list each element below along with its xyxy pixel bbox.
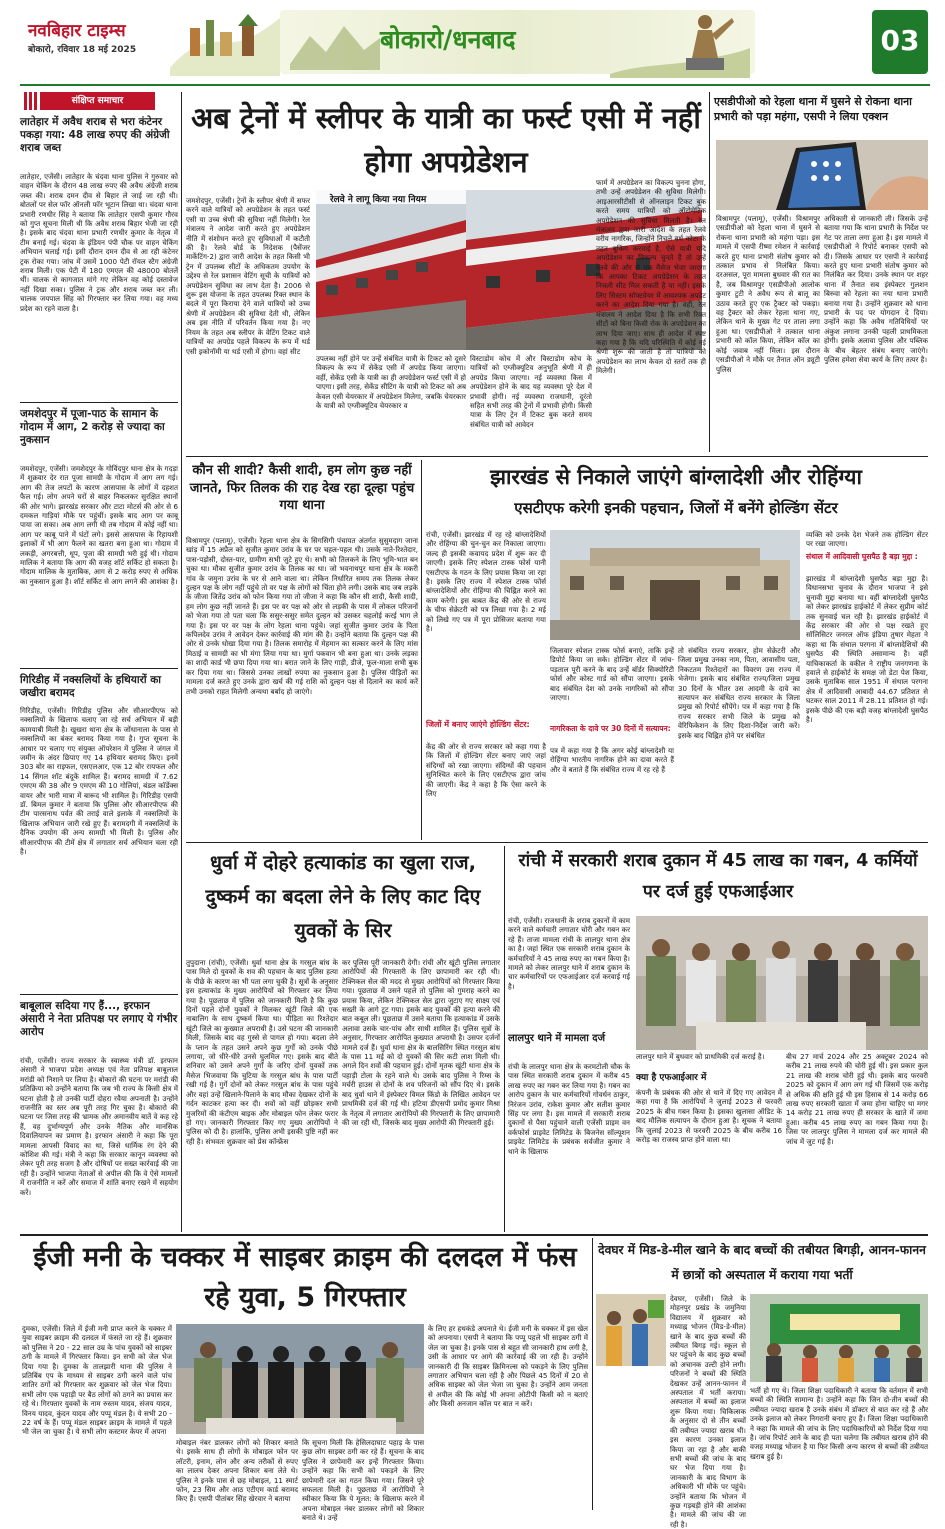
- phone-photo: [716, 140, 928, 210]
- sidebar-label-stripes: [24, 92, 38, 110]
- sidebar-divider: [20, 668, 178, 669]
- lead-headline: अब ट्रेनों में स्लीपर के यात्री का फर्स्ट एसी में नहीं होगा अपग्रेडेशन: [191, 101, 701, 179]
- masthead-rule: [20, 84, 930, 86]
- bangladesh-headline: झारखंड से निकाले जाएंगे बांग्लादेशी और रोहिंग्या: [490, 465, 862, 489]
- bangladesh-body-col2b: पत्र में कहा गया है कि अगर कोई बांग्लादेशी या रोहिंग्या भारतीय नागरिक होने का दावा करते हैं और वे बताते हैं कि संबंधित राज्य में रह रहे हैं: [550, 746, 674, 774]
- liquor-body-col1: रांची, एजेंसी। राजधानी के शराब दुकानों में काम करने वाले कर्मचारी लगातार चोरी और गबन कर रहे हैं। ताजा मामला रांची के लालपुर थाना क्षेत्र का है। जहां स्थित एक सरकारी शराब दुकान के कर्मचारियों ने 45 लाख रुपए का गबन किया है। मामले को लेकर लालपुर थाने में शराब दुकान के चार कर्मचारियों पर एफआईआर दर्ज करवाई गई है।: [508, 916, 630, 991]
- bangladesh-body-col3: तो संबंधित राज्य सरकार, होम सेक्रेटरी और जिला प्रमुख उनका नाम, पिता, आवासीय पता, निकटतम रिश्तेदारों का विवरण उस राज्य में भेजेगा। इसके बाद संबंधित राज्य/जिला प्रमुख 30 दिनों के भीतर उस आदमी के दावे का सत्यापन कर संबंधित राज्य सरकार के जिला प्रमुख को रिपोर्ट सौंपेंगे। पत्र में कहा गया है कि राज्य सरकार सभी जिले के प्रमुख को वेरिफिकेशन के लिए दिशा-निर्देश जारी करें। इसके बाद चिह्नित होने पर संबंधित: [678, 646, 800, 740]
- building-icon: [550, 530, 800, 640]
- cyber-body-col3: कि सूचना मिली कि हेसिलदाघाट पहाड़ के पास कुछ लोग साइबर ठगी कर रहे हैं। सूचना के बाद पुलिस ने छापेमारी कर इन्हें गिरफ्तार किया। उन्होंने कहा कि सभी को पकड़ने के लिए छापेमारी दल का गठन किया गया। जिसने पूरे सफलता मिली है। पूछताछ में आरोपियों ने स्वीकार किया कि ये मूलत: के खिलाफ करने में अपना मोबाइल नंबर डालकर लोगों को शिकार बनाते थे। उन्हें: [302, 1438, 424, 1523]
- section-rule: [186, 456, 928, 457]
- dhurwa-body-col2: कर पुलिस पूरी जानकारी देगी। रांची और खूंटी पुलिस लगातार आरोपियों की गिरफ्तारी के लिए छापामारी कर रही थी। टेक्निकल सेल की मदद से मुख्य आरोपियों को गिरफ्तार किया गया। पूछताछ में उसने पहले तो पुलिस को गुमराह करने का प्रयास किया, लेकिन टेक्निकल सेल द्वारा जुटाए गए साक्ष्य एवं सख्ती के आगे टूट गया। इसके बाद युवकों की हत्या करने की बात कबूल ली। पूछताछ में उसने बताया कि हत्याकांड में उसके अलावा उसके चार-पांच और साथी शामिल हैं। पुलिस सूत्रों के अनुसार, गिरफ्तार आरोपित कुख्यात अपराधी है। उसपर दर्जनों मामले दर्ज हैं। धुर्वा थाना क्षेत्र के बालसिरिंग स्थित गरसुल बांध के पास 11 मई को दो युवकों की सिर कटी लाश मिली थी। अगले दिन शवों की पहचान हुई। दोनों मृतक खूंटी थाना क्षेत्र के पहाड़ी टोला के रहने वाले थे। उसके बाद पुलिस ने रिम्स के मर्चरी हाउस से दोनों के शव परिजनों को सौंप दिए थे। इसके बाद धुर्वा थाने में इंस्पेक्टर विमल किंडो के लिखित आवेदन पर प्राथमिकी दर्ज की गई थी। हटिया डीएसपी प्रमोद कुमार मिश्रा के नेतृत्व में लगातार आरोपियों की गिरफ्तारी के लिए छापामारी की जा रही थी, जिसके बाद मुख्य आरोपी की गिरफ्तारी हुई।: [342, 958, 500, 1127]
- bangladesh-body-col4b: झारखंड में बांग्लादेशी घुसपैठ बड़ा मुद्दा है। विधानसभा चुनाव के दौरान भाजपा ने इसे चुनावी मुद्दा बनाया था। वहीं बांग्लादेशी घुसपैठ को लेकर झारखंड हाईकोर्ट में लेकर सुप्रीम कोर्ट तक सुनवाई चल रही है। झारखंड हाईकोर्ट में केंद्र सरकार की ओर से पक्ष रखते हुए सॉलिसिटर जनरल ऑफ इंडिया तुषार मेहता ने कहा था कि संथाल परगना में बांग्लादेशियों की घुसपैठ की स्थिति असामान्य है। वहीं याचिकाकर्ता के वकील ने राष्ट्रीय जनगणना के हवाले से हाईकोर्ट के समक्ष जो डेटा पेश किया, उसके मुताबिक साल 1951 में संथाल परगना क्षेत्र में आदिवासी आबादी 44.67 प्रतिशत से घटकर साल 2011 में 28.11 प्रतिशत हो गई। इसके पीछे की एक बड़ी वजह बांग्लादेशी घुसपैठ है।: [806, 574, 928, 725]
- bangladesh-body-col4: व्यक्ति को उनके देश भेजने तक होल्डिंग सेंटर पर रखा जाएगा।: [806, 530, 928, 549]
- bangladesh-body-col1: रांची, एजेंसी। झारखंड में रह रहे बांग्लादेशियों और रोहिंग्या की चुन-चुन कर निकाला जाएगा। जल्द ही इसकी कवायद प्रदेश में शुरू कर दी जाएगी। इसके लिए स्पेशल टास्क फोर्स यानी एसटीएफ के गठन के लिए प्रयास किया जा रहा है। इसके लिए राज्य में स्पेशल टास्क फोर्स बांग्लादेशियों और रोहिंग्या की चिह्नित करने का काम करेगी। इस बाबत केंद्र की ओर से राज्य के चीफ सेक्रेटरी को पत्र लिखा गया है। 2 मई को लिखे गए पत्र में पूरा प्रोसिजर बताया गया है।: [426, 530, 546, 634]
- sidebar-item-4-body: रांची, एजेंसी। राज्य सरकार के स्वास्थ्य मंत्री डॉ. इरफान अंसारी ने भाजपा प्रदेश अध्यक्ष एवं नेता प्रतिपक्ष बाबूलाल मरांडी को निशाने पर लिया है। बोकारो की घटना पर मरांडी की प्रतिक्रिया को उन्होंने बताया कि जब भी राज्य के किसी क्षेत्र में घटना होती है तो उनकी पार्टी दोहरा रवैया अपनाती है। उन्होंने राजनीति का स्तर अब पूरी तरह गिर चुका है। बोकारो की घटना पर जिस तरह की भ्रामक और अमानवीय बातें वे कह रहे हैं, वह दुर्भाग्यपूर्ण और उनके नैतिक और मानसिक दिवालियापन का प्रमाण है। इरफान अंसारी ने कहा कि पूरा मामला आपसी विवाद का था, जिसे धार्मिक रंग देने की कोशिश की गई। मंत्री ने कहा कि सरकार कानून व्यवस्था को लेकर पूरी तरह सजग है और दोषियों पर सख्त कार्रवाई की जा रही है। उन्होंने भाजपा नेताओं से अपील की कि वे ऐसे मामलों में राजनीति न करें और समाज में शांति बनाए रखने में सहयोग करें।: [20, 1056, 178, 1197]
- cyber-body-col1: दुमका, एजेंसी। जिले में ईजी मनी प्राप्त करने के चक्कर में युवा साइबर क्राइम की दलदल में फंसते जा रहे हैं। शुक्रवार को पुलिस ने 20 - 22 साल उम्र के पांच युवकों को साइबर ठगी के मामले में गिरफ्तार किया। इन सभी को जेल भेज दिया गया है। दुमका के तालझारी थाना की पुलिस ने प्रतिबिंब एप के माध्यम से साइबर ठगी करने वाले पांच शातिर ठगों को गिरफ्तार कर शुक्रवार को जेल भेज दिया। सभी लोग एक पहाड़ी पर बैठ लोगों को ठगने का प्रयास कर रहे थे। गिरफ्तार युवकों के नाम रुस्तम यादव, संजय यादव, विनय यादव, कुंदन यादव और पप्पू मंडल है। ये सभी 20 - 22 वर्ष के हैं। पप्पू मंडल साइबर क्राइम के मामले में पहले भी जेल जा चुका है। ये सभी लोग कस्टमर केयर में अपना: [22, 1324, 172, 1437]
- sidebar-item-1-headline: लातेहार में अवैध शराब से भरा कंटेनर पकड़ा गया: 48 लाख रुपए की अंग्रेजी शराब जब्त: [20, 116, 170, 154]
- wedding-headline: कौन सी शादी? कैसी शादी, हम लोग कुछ नहीं जानते, फिर तिलक की राह देख रहा दूल्हा पहुंच गया थाना: [189, 463, 415, 513]
- column-rule: [504, 846, 505, 1232]
- sidebar-item-4-headline: बाबूलाल सदिया गए हैं..., इरफान अंसारी ने नेता प्रतिपक्ष पर लगाए ये गंभीर आरोप: [20, 1000, 178, 1038]
- lead-body-col3: विस्टाडोम कोच में और विस्टाडोम कोच के यात्रियों को एग्जीक्यूटिव अनुभूति श्रेणी में ही अपग्रेड किया जाएगा। नई व्यवस्था किस में अपग्रेडेशन होने के बाद यह व्यवस्था पूरे देश में प्रभावी होगी। नई व्यवस्था राजधानी, दूरंतो सहित सभी तरह की ट्रेनों में प्रभावी होगी। किसी यात्रा के लिए ट्रेन में टिकट बुक करते समय संबंधित यात्री को आवेदन: [470, 354, 592, 429]
- bangladesh-subsection-3: संथाल में आदिवासी घुसपैठ है बड़ा मुद्दा :: [806, 552, 918, 561]
- section-rule: [20, 1234, 928, 1236]
- train-icon: [316, 190, 466, 350]
- masthead: [0, 0, 945, 86]
- section-rule: [186, 842, 928, 843]
- sidebar-label: [40, 92, 155, 110]
- liquor-headline: रांची में सरकारी शराब दुकान में 45 लाख का गबन, 4 कर्मियों पर दर्ज हुई एफआईआर: [518, 851, 918, 902]
- liquor-body-col3: बीच 27 मार्च 2024 और 25 अक्टूबर 2024 को करीब 21 लाख रुपये की चोरी हुई थी। इस प्रकार कुल 21 लाख की शराब चोरी हुई थी। इसके बाद फरवरी 2025 को दुकान में आग लग गई थी जिसमें एक करोड़ से अधिक की क्षति हुई थी इस हिसाब से 14 करोड़ 66 लाख रुपए सरकारी खाता में जमा होना चाहिए था मगर 14 करोड़ 21 लाख रुपए ही सरकार के खाते में जमा हुआ। करीब 45 लाख रुपए का गबन किया गया है। जिस पर लालपुर पुलिस ने मामला दर्ज कर मामले की जांच में जुट गई है।: [786, 1052, 928, 1146]
- sidebar-item-2-body: जमशेदपुर, एजेंसी। जमशेदपुर के गोविंदपुर थाना क्षेत्र के गदड़ा में शुक्रवार देर रात पूजा सामग्री के गोदाम में आग लग गई। आग की तेज लपटों के कारण आसपास के लोगों में दहशत फैल गई। लोग अपने घरों से बाहर निकलकर सुरक्षित स्थानों की ओर भागे। झारखंड सरकार और टाटा मोटर्स की ओर से 6 दमकल गाड़ियां मौके पर पहुंचीं। इसके बाद आग पर काबू पाया जा सका। अब आग लगी थी तब गोदाम में कोई नहीं था। आग पर काबू पाने में घंटों लगे। इससे आसपास के रिहायशी इलाकों में भी आग फैलने का खतरा बना हुआ था। गोदाम में लकड़ी, अगरबत्ती, धूप, पूजा की सामग्री भरी हुई थी। गोदाम मालिक ने बताया कि आग की वजह शॉर्ट सर्किट हो सकता है। गोदाम मालिक के मुताबिक, आग से 2 करोड़ रुपए से अधिक का नुकसान हुआ है। शॉर्ट सर्किट से आग लगने की आशंका है।: [20, 464, 178, 586]
- paper-name: नवबिहार टाइम्स: [28, 21, 126, 41]
- lead-body-col1: जमशेदपुर, एजेंसी। ट्रेनों के स्लीपर श्रेणी में सफर करने वाले यात्रियों को अपग्रेडेशन के तहत फर्स्ट एसी या उच्च श्रेणी की सुविधा नहीं मिलेगी। रेल मंत्रालय ने आदेश जारी करते हुए अपग्रेडेशन नीति में संशोधन करते हुए सुविधाओं में कटौती की है। रेलवे बोर्ड के निदेशक (पैसेंजर मार्केटिंग-2) द्वारा जारी आदेश के तहत किसी भी ट्रेन में उपलब्ध सीटों के अधिकतम उपयोग के उद्देश्य से रेल प्रशासन वेटिंग सूची के यात्रियों को अपग्रेडेशन सुविधा का लाभ देता है। 2006 से शुरू इस योजना के तहत उपलब्ध रिक्त स्थान के बदले में पूरा किराया देने वाले यात्रियों को उच्च श्रेणी में अपग्रेडेशन की सुविधा देती थी, लेकिन अब इस नीति में परिवर्तन किया गया है। नए नियम के तहत अब स्लीपर के वेटिंग टिकट वाले यात्रियों का अपग्रेड पहले विकल्प के रूप में थर्ड एसी इकोनॉमी या थर्ड एसी में होगा। वहां सीट: [186, 196, 310, 356]
- bangladesh-subsection: जिलों में बनाए जाएंगे होल्डिंग सेंटर:: [426, 720, 530, 729]
- bangladesh-body-col1b: केंद्र की ओर से राज्य सरकार को कहा गया है कि जिलों में होल्डिंग सेंटर बनाए जाएं जहां संदिग्धों को रखा जाएगा। संदिग्धों की पहचान सुनिश्चित करने के लिए एसटीएफ द्वारा जांच की जाएगी। केंद्र ने कहा है कि ऐसा करने के लिए: [426, 742, 546, 799]
- bangladesh-subhead: एसटीएफ करेगी इनकी पहचान, जिलों में बनेंगे होल्डिंग सेंटर: [514, 499, 838, 517]
- statue-graphic: [610, 8, 750, 78]
- dhurwa-body-col1: तुपुदाना (रांची), एजेंसी। धुर्वा थाना क्षेत्र के गरसुल बांध के पास मिले दो युवकों के शव की पहचान के बाद पुलिस हत्या के पीछे के कारण का भी पता लगा चुकी है। सूत्रों के अनुसार इस हत्याकांड के मुख्य आरोपियों को गिरफ्तार कर लिया गया है। पूछताछ में पुलिस को जानकारी मिली है कि कुछ दिनों पहले दोनों युवकों ने मिलकर खूंटी जिले की एक नाबालिग के साथ दुष्कर्म किया था। पीड़िता का रिश्तेदार खूंटी जिले का कुख्यात अपराधी है। उसे घटना की जानकारी मिली, जिसके बाद वह गुस्से से पागल हो गया। बदला लेने के प्लान के तहत उसने अपने कुछ गुर्गों को उनके पीछे लगाया, जो धीरे-धीरे उनसे घुलमिल गए। इसके बाद बीते शनिवार को उसने अपने गुर्गों के जरिए दोनों युवकों तक मैसेज भिजवाया कि चुटिया के गरसुल बांध के पास पार्टी रखी गई है। गुर्गे दोनों को लेकर गरसुल बांध के पास पहुंचे और वहां उन्हें खिलाने-पिलाने के बाद मौका देखकर दोनों के गर्दन काटकर हत्या कर दी। शवों को वहीं छोड़कर सभी मुजरिमों की कंटीएम बाइक और मोबाइल फोन लेकर फरार हो गए। जानकारी गिरफ्तार किए गए मुख्य आरोपियों ने पुलिस को दी है। हालांकि, पुलिस अभी इसकी पुष्टि नहीं कर रही है। संभवतः शुक्रवार को प्रेस कॉन्फ्रेंस: [186, 958, 338, 1146]
- cyber-headline: ईजी मनी के चक्कर में साइबर क्राइम की दलदल में फंस रहे युवा, 5 गिरफ्तार: [33, 1242, 577, 1313]
- sidebar-label-text: संक्षिप्त समाचार: [71, 96, 124, 106]
- sidebar-item-3-body: गिरिडीह, एजेंसी। गिरिडीह पुलिस और सीआरपीएफ को नक्सलियों के खिलाफ चलाए जा रहे सर्च अभियान में बड़ी कामयाबी मिली है। खुखरा थाना क्षेत्र के जोंधानाला के पास से नक्सलियों का बंकर बरामद किया गया है। गुप्त सूचना के आधार पर चलाए गए संयुक्त ऑपरेशन में पुलिस ने जंगल में जमीन के अंदर छिपाए गए 14 हथियार बरामद किए। इनमें 303 बोर का राइफल, एसएलआर, एक 12 बोर रायफल और 14 सिंगल शॉट बंदूकें शामिल हैं। बरामद सामग्री में 7.62 एमएम की 38 और 9 एमएम की 10 गोलियां, बंडल कॉर्डेक्स वायर और भारी मात्रा में बारूद भी शामिल है। गिरिडीह एसपी डॉ. बिमल कुमार ने बताया कि पुलिस और सीआरपीएफ की टीम पारसनाथ पर्वत की तराई वाले इलाके में नक्सलियों के खिलाफ अभियान जारी रखे हुए हैं। बरामदगी में नक्सलियों के दैनिक उपयोग की अन्य सामग्री भी मिली है। पुलिस और सीआरपीएफ की टीमें क्षेत्र में लगातार सर्च अभियान चला रही है।: [20, 706, 178, 857]
- sidebar-item-2-headline: जमशेदपुर में पूजा-पाठ के सामान के गोदाम में आग, 2 करोड़ से ज्यादा का नुकसान: [20, 408, 165, 446]
- deoghar-body-col1: देवघर, एजेंसी। जिले के मोहनपुर प्रखंड के जमुनिया विद्यालय में शुक्रवार को मध्याह्न भोजन (मिड-डे-मील) खाने के बाद कुछ बच्चों की तबीयत बिगड़ गई। स्कूल से घर पहुंचने के बाद कुछ बच्चों को अचानक उल्टी होने लगी। परिजनों ने बच्चों की स्थिति देखकर उन्हें आनन-फानन में अस्पताल में भर्ती कराया। अस्पताल में बच्चों का इलाज शुरू किया गया। चिकित्सक के अनुसार दो से तीन बच्चों की तबीयत ज्यादा खराब थी। इस कारण उनका इलाज किया जा रहा है और बाकी सभी बच्चों की जांच के बाद घर भेज दिया गया है। जानकारी के बाद विभाग के अधिकारी भी मौके पर पहुंचे। उन्होंने बताया कि भोजन में कुछ गड़बड़ी होने की आशंका है। मामले की जांच की जा रही है।: [670, 1294, 746, 1529]
- page-number: 03: [880, 24, 920, 57]
- hills-graphic: [290, 14, 380, 70]
- liquor-body-col2a: लालपुर थाने में बुधवार को प्राथमिकी दर्ज कराई है।: [636, 1052, 765, 1061]
- banner-crowd-icon: [750, 1294, 928, 1382]
- protest-photo: [596, 1294, 666, 1366]
- sidebar-item-3-headline: गिरिडीह में नक्सलियों के हथियारों का जखीरा बरामद: [20, 674, 162, 699]
- students-banner-photo: [750, 1294, 928, 1382]
- top-right-body-col2: अधिकारी से जानकारी ली। जिसके उन्हें बताया गया कि थाना प्रभारी के निर्देश पर गेट पर ताला लगा हुआ है। इस मामले में एसडीपीओ ने रिपोर्ट बनाकर एसपी को दी। जिसके आधार पर एसपी ने कार्रवाई करते हुए थाना प्रभारी संतोष कुमार को निलंबित कर दिया। उनके स्थान पर शहर थाना में तैनात सब इंस्पेक्टर गुलशन बिरुवा को रेहला का नया थाना प्रभारी बनाया गया है। उन्होंने शुक्रवार को थाना प्रभारी के पद पर योगदान दे दिया। उन्होंने कहा कि अवैध गतिविधियों पर अंकुश लगाना उनकी पहली प्राथमिकता होगी। इसके अलावा पुलिस और पब्लिक के बीच बेहतर संबंध बनाए जाएंगे। पुलिस हमेशा सेवा कार्य के लिए तत्पर है।: [824, 214, 928, 365]
- column-rule: [421, 460, 422, 840]
- train-photo: [316, 190, 466, 350]
- lead-body-col2: उपलब्ध नहीं होने पर उन्हें संबंधित यात्री के टिकट को दूसरे विकल्प के रूप में सेकेंड एसी में अपग्रेड किया जाएगा। वहीं, सेकेंड एसी के यात्री का ही अपग्रेडेशन फर्स्ट एसी में हो पाएगा। इसी तरह, सेकेंड सीटिंग के यात्री को टिकट को अब केवल एसी चेयरकार में अपग्रेडेशन मिलेगा, जबकि चेयरकार के यात्री को एग्जीक्यूटिव चेयरकार व: [316, 354, 466, 411]
- cyber-arrest-photo: [176, 1324, 424, 1434]
- lead-body-col4: फार्म में अपग्रेडेशन का विकल्प चुनना होगा, तभी उन्हें अपग्रेडेशन की सुविधा मिलेगी। आइआरसीटीसी से ऑनलाइन टिकट बुक करते समय यात्रियों को ऑटोमेटिक अपग्रेडेशन की सुविधा मिलती है। रेल मंत्रालय द्वारा जारी आदेश के तहत रेलवे वरीय नागरिक, जिन्होंने निचले बर्थ कोटा के तहत बुकिंग करवाई है, ऐसे यात्री यदि अपग्रेडेशन का विकल्प चुनते हैं तो उन्हें रेलवे की ओर से एक मैसेज भेजा जाएगा कि आपका टिकट अपग्रेडेशन के तहत निचली सीट मिल सकती है या नहीं। इसके लिए सिस्टम सॉफ्टवेयर में आवश्यक अपडेट करने का आदेश दिया गया है। वहीं, रेल मंत्रालय ने आदेश दिया है कि सभी रिक्त सीटों को बिना किसी रोक के अपग्रेडेशन का लाभ दिया जाए। साथ ही आदेश में स्पष्ट कहा गया है कि यदि परिस्थिति में कोई नई श्रेणी शुरू की जाती है तो यात्रियों को अपग्रेडेशन का लाभ केवल दो स्तरों तक ही मिलेगी।: [596, 178, 706, 376]
- police-group-icon: [636, 916, 928, 1050]
- column-rule: [592, 1238, 593, 1510]
- holding-centre-photo: [550, 530, 800, 640]
- sidebar-divider: [20, 994, 178, 995]
- deoghar-body-col2: भर्ती हो गए थे। जिला शिक्षा पदाधिकारी ने बताया कि वर्तमान में सभी बच्चों की स्थिति सामान्य है। उन्होंने कहा कि जिन दो-तीन बच्चों की तबीयत ज्यादा खराब है उनके संबंध में डॉक्टर से बात कर रहे हैं और उनके इलाज को लेकर निगरानी बनाए हुए हैं। जिला शिक्षा पदाधिकारी ने कहा कि मामले की जांच के लिए पदाधिकारियों को निर्देश दिया गया है। जांच रिपोर्ट आने के बाद ही पता चलेगा कि तबीयत खराब होने की वजह मध्याह्न भोजन है या फिर किसी अन्य कारण से बच्चों की तबीयत खराब हुई है।: [750, 1386, 928, 1461]
- column-rule: [709, 92, 710, 452]
- crowd-icon: [596, 1294, 666, 1366]
- top-right-body-col1: विश्रामपुर (पलामू), एजेंसी। विश्रामपुर एसडीपीओ को रेहला थाना में घुसने से रोकना थाना प्रभारी को महंगा पड़ा। इस मामले में एसपी रीष्मा रमेशन ने कार्रवाई करते हुए थाना प्रभारी संतोष कुमार को तत्काल प्रभाव से निलंबित किया। दरअसल, पूरा मामला बुधवार की रात का है, जब विश्रामपुर एसडीपीओ आलोक कुमार टुटी ने अवैध रूप से बालू का उठाव करते हुए एक ट्रैक्टर को पकड़ा। वह ट्रैक्टर को लेकर रेहला थाना गए, लेकिन थाने के मुख्य गेट पर ताला लगा हुआ था। एसडीपीओ ने तत्काल थाना प्रभारी को कॉल किया, लेकिन कॉल का कोई जवाब नहीं मिला। इस दौरान एसडीपीओ ने मौके पर तैनात ऑन ड्यूटी पुलिस: [716, 214, 820, 374]
- liquor-body-col1b: रांची के लालपुर थाना क्षेत्र के करमटोली चौक के पास स्थित सरकारी शराब दुकान में करीब 45 लाख रुपए का गबन कर लिया गया है। गबन का आरोप दुकान के चार कर्मचारियों गोवर्धन ठाकुर, निरंजन उरांव, राकेश कुमार और सतीश कुमार सिंह पर लगा है। इस मामले में सरकारी शराब दुकानों से पैसा पहुंचाने वाली एजेंसी प्राइम वन वर्कफोर्स प्राइवेट लिमिटेड के बिजनेस सॉल्यूशन प्राइवेट लिमिटेड के प्रबंधक सर्वजीत कुमार ने थाने के खिलाफ: [508, 1062, 630, 1156]
- cyber-body-col2: मोबाइल नंबर डालकर लोगों को शिकार बनाते थे। इसके साथ ही लोगों के मोबाइल फोन पर लॉटरी, इनाम, लोन और अन्य तरीकों से रुपए का लालच देकर अपना शिकार बना लेते थे। पुलिस ने इनके पास से छह मोबाइल, 11 स्मार्ट फोन, 23 सिम और आठ एटीएम कार्ड बरामद किए हैं। एसपी पीतांबर सिंह खेरवार ने बताया: [176, 1438, 298, 1504]
- liquor-subsection: लालपुर थाने में मामला दर्ज: [508, 1033, 606, 1044]
- lead-photo-caption: रेलवे ने लागू किया नया नियम: [330, 195, 427, 205]
- sidebar-column-rule: [181, 92, 182, 1232]
- police-press-photo: [636, 916, 928, 1050]
- deoghar-headline: देवघर में मिड-डे-मील खाने के बाद बच्चों की तबीयत बिगड़ी, आनन-फानन में छात्रों को अस्पताल में कराया गया भर्ती: [598, 1243, 926, 1282]
- top-right-headline: एसडीपीओ को रेहला थाना में घुसने से रोकना थाना प्रभारी को पड़ा महंगा, एसपी ने लिया एक्शन: [714, 95, 912, 123]
- dateline: बोकारो, रविवार 18 मई 2025: [28, 45, 137, 55]
- masthead-banner-graphic: [170, 6, 280, 76]
- phone-icon: [716, 140, 928, 210]
- sidebar-item-1-body: लातेहार, एजेंसी। लातेहार के चंदवा थाना पुलिस ने गुरुवार को वाहन चेकिंग के दौरान 48 लाख रुपए की अवैध अंग्रेजी शराब जब्त की। शराब दमन दीव से बिहार ले जाई जा रही थी। बोतलों पर सेल फॉर ऑनली फॉर भूटान लिखा था। चंदवा थाना प्रभारी रणधीर सिंह ने बताया कि लातेहार एसपी कुमार गौरव को गुप्त सूचना मिली थी कि अवैध शराब बिहार भेजी जा रही है। इसके बाद चंदवा थाना प्रभारी रणधीर कुमार के नेतृत्व में टीम बनाई गई। चंदवा के इंडियन पंपी चौक पर वाहन चेकिंग अभियान चलाई गई। इसी दौरान दमन दीव से आ रही कंटेनर ट्रक रोका गया। जांच में उसमें 1000 पेटी रॉयल स्टैग अंग्रेजी शराब मिली। एक पेटी में 180 एमएल की 48000 बोतलें थीं। चालक से कागजात मांगे गए लेकिन वह कोई दस्तावेज नहीं दिखा सका। पुलिस ने ट्रक और शराब जब्त कर ली। चालक जयपाल सिंह को गिरफ्तार कर लिया गया। वह मध्य प्रदेश का रहने वाला है।: [20, 172, 178, 313]
- bangladesh-subsection-2: नागरिकता के दावे पर 30 दिनों में सत्यापन:: [550, 724, 671, 733]
- liquor-subsection-2: क्या है एफआईआर में: [636, 1073, 707, 1083]
- sidebar-divider: [20, 402, 178, 403]
- wedding-body: विश्रामपुर (पलामू), एजेंसी। रेहला थाना क्षेत्र के सिगसिगी पंचायत अंतर्गत सुसुमदाग जाना खांड़ में 15 अप्रैल को सुजीत कुमार उरांव के घर पर चहल-पहल थी। उसके नाते-रिश्तेदार, पास-पड़ोसी, दोस्त-यार, ग्रामीण सभी जुटे हुए थे। सभी को तिलकने के लिए भूमि-भात बन चुका था। मौका सुजीत कुमार उरांव के तिलक का था। जो भवनाथपुर थाना क्षेत्र के मकरी गांव के जमुना उरांव के घर से आने वाला था। लेकिन निर्धारित समय तक तिलक लेकर दुल्हन पक्ष के लोग नहीं पहुंचे तो वर पक्ष के लोगों को चिंता होने लगी। उसके बाद जब लड़के के जीजा जितेंद्र उरांव को फोन किया गया तो जीजा ने कहा कि कौन सी शादी, कैसी शादी, हम लोग कुछ नहीं जानते हैं। इस पर वर पक्ष को ओर से लड़की के पास में लोकल परिजनों को भेजा गया तो पता चला कि ससुर-ससुर समेत दुल्हन को उसकर चहलोई करई भाग ले गया है। इस पर वर पक्ष के लोग रेहला थाना पहुंचे। जहां सुजीत कुमार उरांव के पिता कपिलदेव उरांव ने आवेदन देकर कार्रवाई की मांग की है। उन्होंने बताया कि दुल्हन पक्ष की ओर से उनके धोखा दिया गया है। तिलक समारोह में मेहमान का सत्कार करने के लिए मांस मिठाई व सामग्री का भी मंगा लिया गया था। मुर्गा पकवान भी बना हुआ था। उनके लड़का का शादी कार्ड भी छपा दिया गया था। बरात जाने के लिए गाड़ी, डीजे, फूल-माला सभी बुक कर दिया गया था। जिससे उनका लाखों रुपया का नुकसान हुआ है। पुलिस पीड़ितों का मामला दर्ज करते हुए उनके द्वारा खर्च की गई राशि को दुल्हन पक्ष से दिलाने का कार्य करें तभी उनको राहत मिलेगी अन्यथा बर्बाद हो जाएंगे।: [186, 536, 418, 696]
- cyber-body-col4: के लिए हर हथकंडे अपनाते थे। ईजी मनी के चक्कर में इस खेल को अपनाया। एसपी ने बताया कि पप्पू पहले भी साइबर ठगी में जेल जा चुका है। इनके पास से बहुत सी जानकारी हाथ लगी है, उसी के आधार पर आगे की कार्रवाई की जा रही है। उन्होंने जानकारी दी कि साइबर क्रिमिनल्स को पकड़ने के लिए पुलिस लगातार अभियान चला रही है और पिछले 45 दिनों में 20 से अधिक साइबर को जेल भेजा जा चुका है। उन्होंने आम जनता से अपील की कि कोई भी अपना ओटीपी किसी को न बताएं और किसी अनजान कॉल पर बात न करें।: [428, 1324, 588, 1409]
- dhurwa-headline: धुर्वा में दोहरे हत्याकांड का खुला राज, दुष्कर्म का बदला लेने के लिए काट दिए युवकों के सिर: [205, 851, 481, 942]
- bangladesh-body-col2: जिलावार स्पेशल टास्क फोर्स बनाएं, ताकि इन्हें डिपोर्ट किया जा सके। होल्डिंग सेंटर में जांच-पड़ताल पूरी करने के बाद उन्हें बॉर्डर सिक्योरिटी फोर्स और कोस्ट गार्ड को सौंपा जाएगा। इसके बाद संबंधित देश को उनके नागरिकों को सौंपा जाएगा।: [550, 646, 674, 703]
- section-title: बोकारो/धनबाद: [380, 25, 516, 54]
- liquor-body-col2: कंपनी के प्रबंधक की ओर से थाने में दिए गए आवेदन में कहा गया है कि आरोपियों ने जुलाई 2023 से फरवरी 2025 के बीच गबन किया है। इसका खुलासा ऑडिट के बाद मौलिक सत्यापन के दौरान हुआ है। सूचक ने बताया कि जुलाई 2023 से फरवरी 2025 के बीच करीब 16 करोड़ का राजस्व प्राप्त होने वाला था।: [636, 1088, 782, 1145]
- arrest-group-icon: [176, 1324, 424, 1434]
